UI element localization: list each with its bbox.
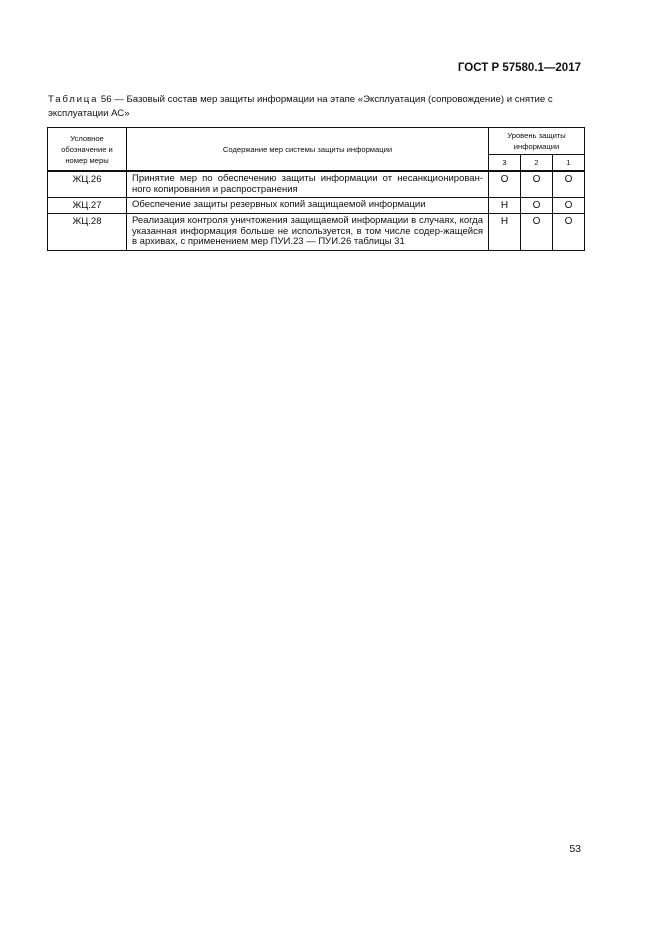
- row-level-1: О: [553, 214, 585, 251]
- row-level-2: О: [521, 214, 553, 251]
- page-number: 53: [569, 843, 581, 855]
- header-level-2: 2: [521, 155, 553, 172]
- document-id: ГОСТ Р 57580.1—2017: [457, 62, 581, 74]
- row-level-1: О: [553, 171, 585, 198]
- header-level-1: 1: [553, 155, 585, 172]
- row-content: Принятие мер по обеспечению защиты информации от несанкционирован-ного копирования и распространения: [127, 171, 489, 198]
- row-content: Обеспечение защиты резервных копий защищаемой информации: [127, 198, 489, 214]
- row-level-2: О: [521, 198, 553, 214]
- measures-table: [47, 127, 585, 251]
- table-caption-text: 56 — Базовый состав мер защиты информации на этапе «Эксплуатация (сопровождение) и снятие с эксплуатации АС»: [48, 94, 553, 119]
- row-level-3: Н: [489, 198, 521, 214]
- table-caption-label: Таблица: [48, 94, 99, 105]
- table-row: [48, 171, 585, 198]
- table-row: [48, 214, 585, 251]
- table-caption: [48, 93, 584, 120]
- row-level-1: О: [553, 198, 585, 214]
- header-level-3: 3: [489, 155, 521, 172]
- row-level-3: Н: [489, 214, 521, 251]
- row-level-2: О: [521, 171, 553, 198]
- header-content: Содержание мер системы защиты информации: [127, 128, 489, 172]
- row-code: ЖЦ.26: [48, 171, 127, 198]
- row-content: Реализация контроля уничтожения защищаемой информации в случаях, когда указанная информация больше не используется, в том числе содер-жащейся в архивах, с применением мер ПУИ.23 — ПУИ.26 таблицы 31: [127, 214, 489, 251]
- table-row: [48, 198, 585, 214]
- row-level-3: О: [489, 171, 521, 198]
- header-code: Условное обозначение и номер меры: [48, 128, 127, 172]
- row-code: ЖЦ.27: [48, 198, 127, 214]
- header-levels-group: Уровень защиты информации: [489, 128, 585, 155]
- row-code: ЖЦ.28: [48, 214, 127, 251]
